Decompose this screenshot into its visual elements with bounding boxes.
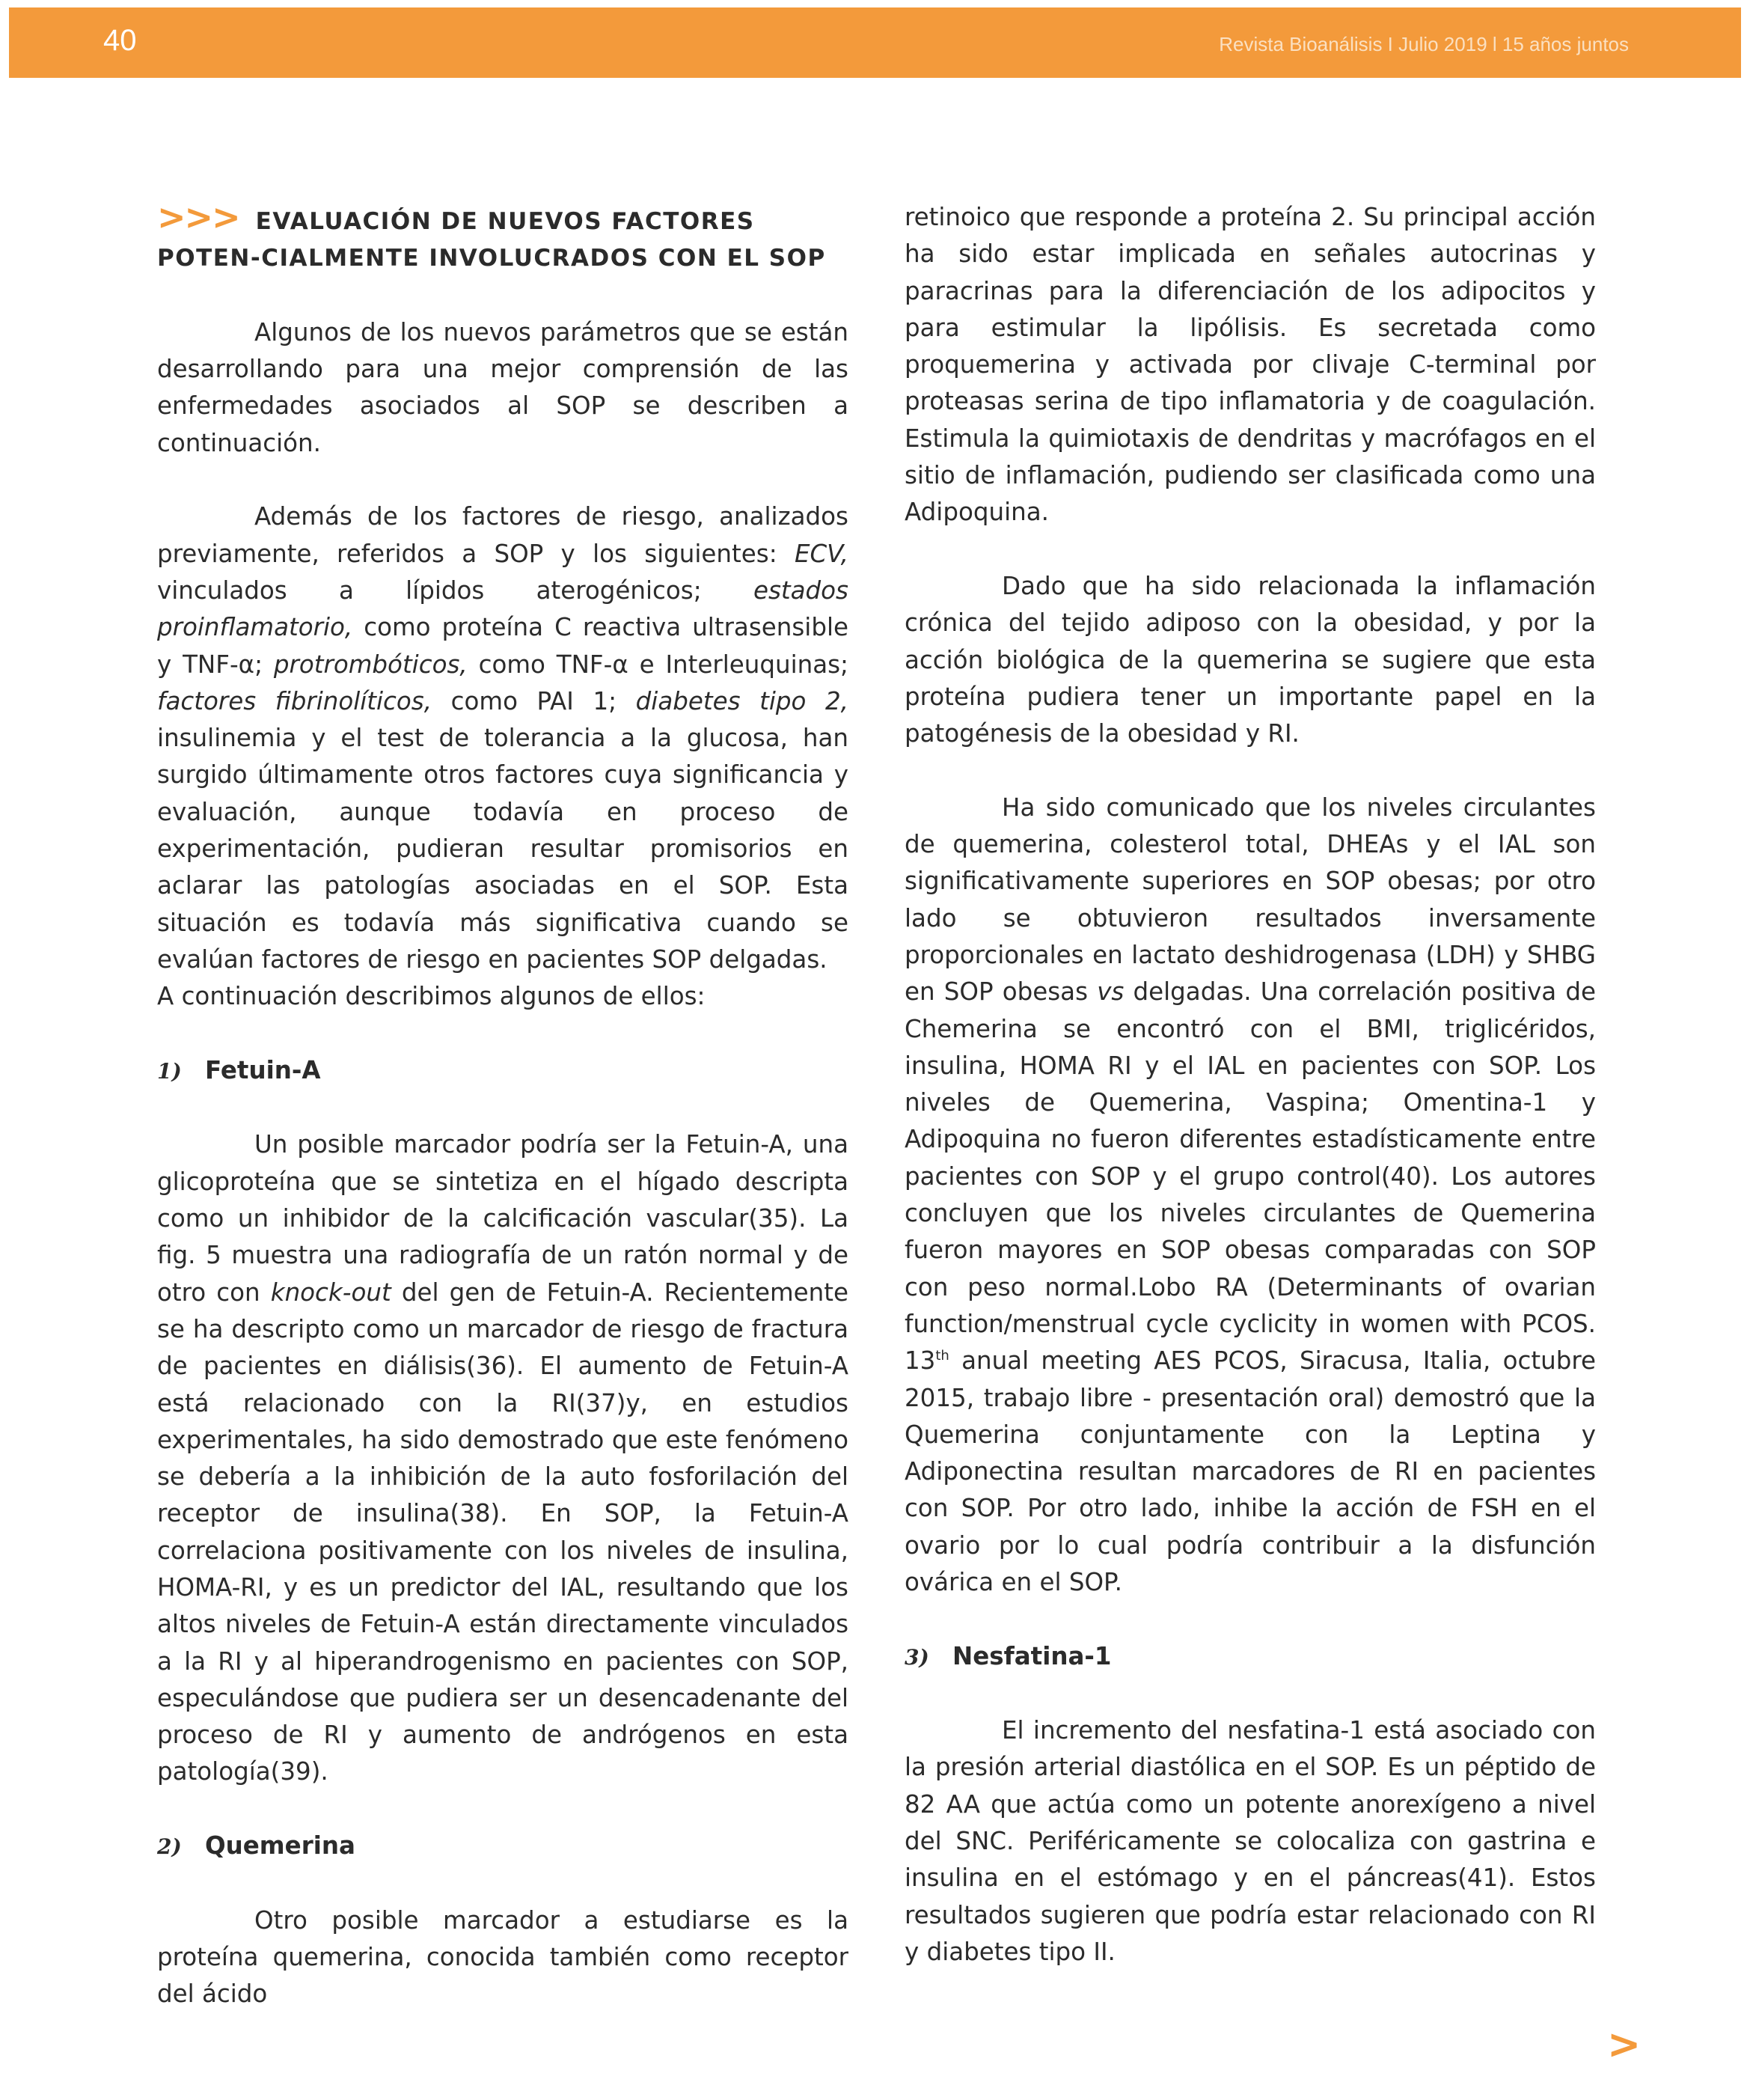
paragraph: retinoico que responde a proteína 2. Su principal acción ha sido estar implicada en señales autocrinas y paracrinas para la diferenciación de los adipocitos y para estimular la lipólisis. Es secretada como proquemerina y activada por clivaje C-terminal por proteasas serina de tipo inflamatoria y de coagulación. Estimula la quimiotaxis de dendritas y macrófagos en el sitio de inflamación, pudiendo ser clasificada como una Adipoquina. [905, 203, 1596, 527]
page-number: 40 [103, 24, 137, 57]
section-title [157, 199, 848, 278]
subsection-heading [905, 1638, 1596, 1676]
paragraph: Además de los factores de riesgo, analizados previamente, referidos a SOP y los siguientes: ECV, vinculados a lípidos aterogénicos; estados proinflamatorio, como proteína C reactiva ultrasensible y TNF-α; protrombóticos, como TNF-α e Interleuquinas; factores fibrinolíticos, como PAI 1; diabetes tipo 2, insulinemia y el test de tolerancia a la glucosa, han surgido últimamente otros factores cuya significancia y evaluación, aunque todavía en proceso de experimentación, pudieran resultar promisorios en aclarar las patologías asociadas en el SOP. Esta situación es todavía más significativa cuando se evalúan factores de riesgo en pacientes SOP delgadas. [157, 502, 848, 974]
paragraph: El incremento del nesfatina-1 está asociado con la presión arterial diastólica en el SOP. Es un péptido de 82 AA que actúa como un potente anorexígeno a nivel del SNC. Periféricamente se colocaliza con gastrina e insulina en el estómago y en el páncreas(41). Estos resultados sugieren que podría estar relacionado con RI y diabetes tipo II. [905, 1716, 1596, 1966]
subsection-heading [157, 1052, 848, 1090]
running-head: Revista Bioanálisis I Julio 2019 l 15 años juntos [1219, 33, 1629, 55]
subsection-number: 2) [157, 1834, 182, 1860]
page-header-bar [9, 7, 1741, 78]
paragraph: Un posible marcador podría ser la Fetuin-A, una glicoproteína que se sintetiza en el hígado descripta como un inhibidor de la calcificación vascular(35). La fig. 5 muestra una radiografía de un ratón normal y de otro con knock-out del gen de Fetuin-A. Recientemente se ha descripto como un marcador de riesgo de fractura de pacientes en diálisis(36). El aumento de Fetuin-A está relacionado con la RI(37)y, en estudios experimentales, ha sido demostrado que este fenómeno se debería a la inhibición de la auto fosforilación del receptor de insulina(38). En SOP, la Fetuin-A correlaciona positivamente con los niveles de insulina, HOMA-RI, y es un predictor del IAL, resultando que los altos niveles de Fetuin-A están directamente vinculados a la RI y al hiperandrogenismo en pacientes con SOP, especulándose que pudiera ser un desencadenante del proceso de RI y aumento de andrógenos en esta patología(39). [157, 1130, 848, 1786]
right-column [905, 199, 1596, 2008]
subsection-title: Nesfatina-1 [952, 1641, 1112, 1670]
left-column [157, 199, 848, 2050]
chevrons-icon: >>> [157, 197, 239, 237]
subsection-heading [157, 1828, 848, 1865]
subsection-title: Quemerina [205, 1831, 355, 1861]
section-title-text: EVALUACIÓN DE NUEVOS FACTORES POTEN-CIALMENTE INVOLUCRADOS CON EL SOP [157, 208, 826, 272]
paragraph: A continuación describimos algunos de ellos: [157, 982, 706, 1011]
subsection-number: 1) [157, 1058, 182, 1084]
paragraph: Algunos de los nuevos parámetros que se están desarrollando para una mejor comprensión de las enfermedades asociados al SOP se describen a continuación. [157, 317, 848, 457]
subsection-number: 3) [905, 1644, 929, 1670]
paragraph: Ha sido comunicado que los niveles circulantes de quemerina, colesterol total, DHEAs y el IAL son significativamente superiores en SOP obesas; por otro lado se obtuvieron resultados inversamente proporcionales en lactato deshidrogenasa (LDH) y SHBG en SOP obesas vs delgadas. Una correlación positiva de Chemerina se encontró con el BMI, triglicéridos, insulina, HOMA RI y el IAL en pacientes con SOP. Los niveles de Quemerina, Vaspina; Omentina-1 y Adipoquina no fueron diferentes estadísticamente entre pacientes con SOP y el grupo control(40). Los autores concluyen que los niveles circulantes de Quemerina fueron mayores en SOP obesas comparadas con SOP con peso normal.Lobo RA (Determinants of ovarian function/menstrual cycle cyclicity in women with PCOS. 13th anual meeting AES PCOS, Siracusa, Italia, octubre 2015, trabajo libre - presentación oral) demostró que la Quemerina conjuntamente con la Leptina y Adiponectina resultan marcadores de RI en pacientes con SOP. Por otro lado, inhibe la acción de FSH en el ovario por lo cual podría contribuir a la disfunción ovárica en el SOP. [905, 793, 1597, 1596]
paragraph: Otro posible marcador a estudiarse es la proteína quemerina, conocida también como receptor del ácido [157, 1905, 848, 2009]
paragraph: Dado que ha sido relacionada la inflamación crónica del tejido adiposo con la obesidad, y por la acción biológica de la quemerina se sugiere que esta proteína pudiera tener un importante papel en la patogénesis de la obesidad y RI. [905, 571, 1596, 748]
subsection-title: Fetuin-A [205, 1055, 321, 1084]
next-page-arrow-icon: > [1607, 2021, 1642, 2068]
